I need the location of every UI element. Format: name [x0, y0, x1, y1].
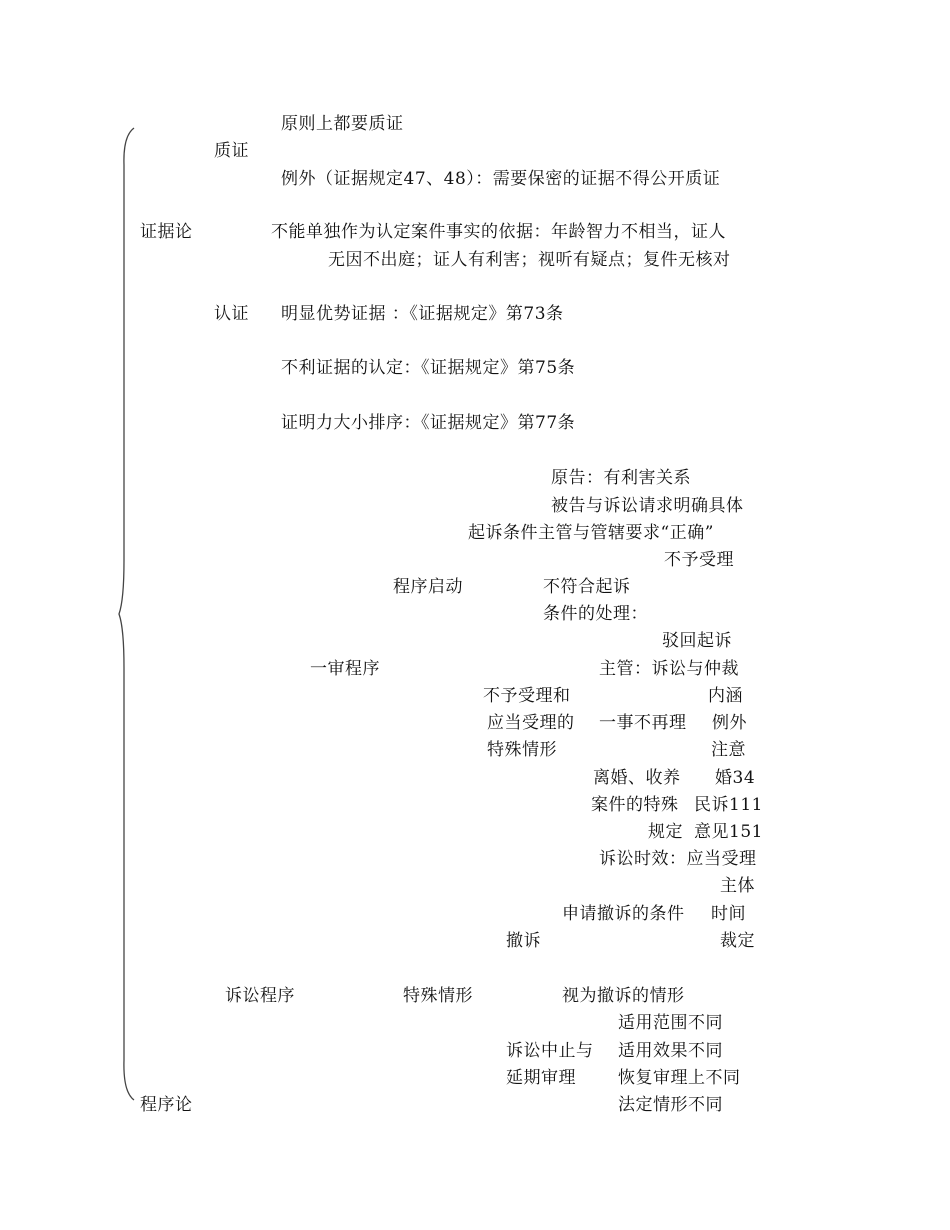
effect-differs: 适用效果不同	[618, 1041, 723, 1061]
case-special: 案件的特殊	[591, 795, 679, 815]
special-case-1: 不予受理和	[483, 686, 571, 706]
non-conform-1: 不符合起诉	[543, 577, 631, 597]
not-alone-line2: 无因不出庭；证人有利害；视听有疑点；复件无核对	[328, 250, 731, 270]
deemed-withdraw: 视为撤诉的情形	[562, 986, 685, 1006]
withdraw-title: 撤诉	[506, 931, 541, 951]
procedure-title: 诉讼程序	[225, 986, 295, 1006]
filing-conditions: 起诉条件主管与管辖要求“正确”	[468, 523, 714, 543]
exception-item: 例外	[712, 713, 747, 733]
suspend-2: 延期审理	[506, 1068, 576, 1088]
scope-differs: 适用范围不同	[618, 1013, 723, 1033]
legal-differs: 法定情形不同	[618, 1095, 723, 1115]
opinion-151: 意见151	[694, 822, 763, 842]
special-case-2: 应当受理的	[487, 713, 575, 733]
special-case-3: 特殊情形	[487, 740, 557, 760]
subject-item: 主体	[720, 876, 755, 896]
quality-exception: 例外（证据规定47、48）：需要保密的证据不得公开质证	[281, 169, 721, 189]
procedure-special: 特殊情形	[403, 986, 473, 1006]
certification-title: 认证	[214, 304, 249, 324]
not-alone-line1: 不能单独作为认定案件事实的依据：年龄智力不相当，证人	[271, 222, 726, 242]
jurisdiction: 主管：诉讼与仲裁	[599, 659, 739, 679]
civil-111: 民诉111	[694, 795, 763, 815]
connotation: 内涵	[708, 686, 743, 706]
first-instance-title: 一审程序	[310, 659, 380, 679]
time-item: 时间	[711, 904, 746, 924]
unfavorable-evidence: 不利证据的认定：《证据规定》第75条	[281, 358, 576, 378]
note-item: 注意	[711, 740, 746, 760]
quality-principle: 原则上都要质证	[281, 114, 404, 134]
evidence-section-title: 证据论	[140, 222, 193, 242]
program-start: 程序启动	[393, 577, 463, 597]
resume-differs: 恢复审理上不同	[618, 1068, 741, 1088]
marriage-34: 婚34	[715, 768, 756, 788]
procedure-section-title: 程序论	[140, 1095, 193, 1115]
withdraw-conditions: 申请撤诉的条件	[562, 904, 685, 924]
non-conform-2: 条件的处理：	[543, 604, 648, 624]
not-accept: 不予受理	[664, 550, 734, 570]
divorce-adoption: 离婚、收养	[593, 768, 681, 788]
proof-ranking: 证明力大小排序：《证据规定》第77条	[281, 413, 576, 433]
regulation: 规定	[648, 822, 683, 842]
no-double-jeopardy: 一事不再理	[599, 713, 687, 733]
suspend-1: 诉讼中止与	[506, 1041, 594, 1061]
obvious-evidence: 明显优势证据 ：《证据规定》第73条	[281, 304, 564, 324]
plaintiff-condition: 原告：有利害关系	[551, 468, 691, 488]
dismiss-suit: 驳回起诉	[662, 631, 732, 651]
ruling-item: 裁定	[720, 931, 755, 951]
limitation-period: 诉讼时效：应当受理	[599, 849, 757, 869]
quality-title: 质证	[214, 141, 249, 161]
defendant-condition: 被告与诉讼请求明确具体	[551, 496, 744, 516]
